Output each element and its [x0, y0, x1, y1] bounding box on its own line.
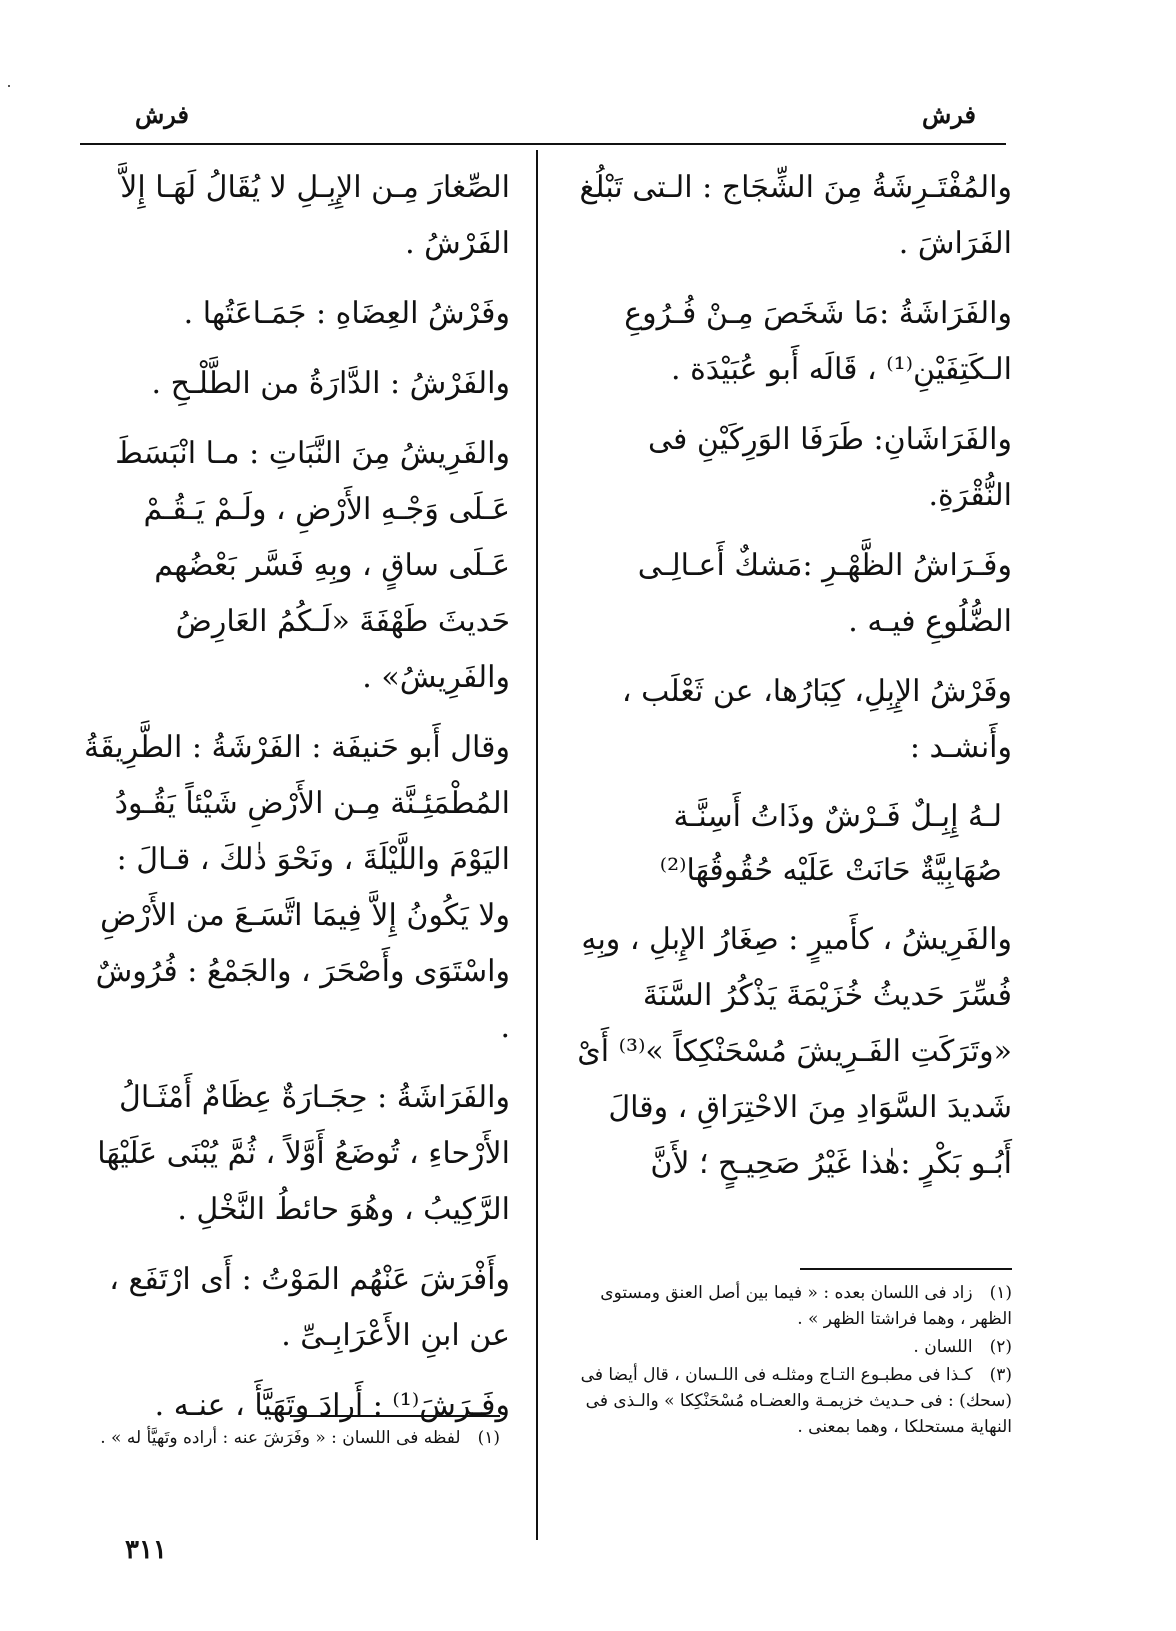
entry: وفَرْشُ الإِبِلِ، كِبَارُها، عن ثَعْلَب ، وأَنشـد : [621, 674, 1012, 765]
footnote [578, 1280, 1012, 1332]
verse-line: لـهُ إِبِـلٌ فَـرْشٌ وذَاتُ أَسِنَّـة [673, 799, 1002, 834]
entry: والفَرْشُ : الدَّارَةُ من الطَّلْـحِ . [151, 366, 510, 401]
footnote [80, 1425, 500, 1451]
entry: والفَرِيشُ ، كأَميرٍ : صِغَارُ الإِبلِ ، وبِهِ فُسِّرَ حَديثُ خُزَيْمَةَ يَذْكُرُ السَّنَةَ «وتَرَكَتِ الفَـرِيشَ مُسْحَنْكِكاً »⁽³⁾ أَىْ شَديدَ السَّوَادِ مِنَ الاحْتِرَاقِ ، وقالَ أَبُـو بَكْرٍ :هٰذا غَيْرُ صَحِيـحٍ ؛ لأَنَّ [577, 922, 1012, 1181]
poetry-verse [560, 790, 1012, 898]
verse-line: صُهَابِيَّةٌ حَانَتْ عَلَيْه حُقُوقُهَا⁽²⁾ [659, 853, 1002, 888]
footnote-number: (١) [477, 1428, 500, 1448]
footnote-text: اللسان . [913, 1337, 973, 1357]
scan-mark [8, 85, 10, 87]
header-rule [80, 143, 1006, 145]
entry: والفَرَاشَانِ: طَرَفَا الوَرِكَيْنِ فى النُّقْرَةِ. [648, 422, 1012, 513]
running-head-left: فرش [135, 100, 190, 129]
entry: وقال أَبو حَنيفَة : الفَرْشَةُ : الطَّرِيقَةُ المُطْمَئِـنَّة مِـن الأَرْضِ شَيْئاً يَقُـودُ اليَوْمَ واللَّيْلَةَ ، ونَحْوَ ذٰلكَ ، قـالَ : ولا يَكُونُ إِلاَّ فِيمَا اتَّسَـعَ من الأَرْضِ واسْتَوَى وأَصْحَرَ ، والجَمْعُ : فُرُوشٌ . [84, 730, 510, 1045]
footnote-number: (١) [989, 1283, 1012, 1303]
footnotes-right [578, 1280, 1012, 1442]
footnote [578, 1362, 1012, 1440]
column-divider [536, 150, 538, 1540]
footnote-text: زاد فى اللسان بعده : « فيما بين أصل العنق ومستوى الظهر ، وهما فراشتا الظهر » . [600, 1283, 1012, 1329]
entry: والفَرَاشَةُ :مَا شَخَصَ مِـنْ فُـرُوعِ الـكَتِفَيْنِ⁽¹⁾ ، قَالَه أَبو عُبَيْدَة . [624, 296, 1012, 387]
entry: والمُفْتَـرِشَةُ مِنَ الشِّجَاج : الـتى تَبْلُغ الفَرَاشَ . [579, 170, 1012, 261]
footnotes-left [80, 1425, 500, 1453]
footnote-number: (٢) [989, 1337, 1012, 1357]
footnote-text: كـذا فى مطبـوع التـاج ومثلـه فى اللـسان ، قال أيضا فى (سحك) : فى حـديث خزيمـة والعضـاه مُسْحَنْكِكا » والـذى فى النهاية مستحلكا ، وهما بمعنى . [580, 1365, 1012, 1437]
footnote [578, 1334, 1012, 1360]
page-number: ٣١١ [125, 1535, 167, 1565]
right-column [560, 160, 1012, 1206]
footnote-number: (٣) [989, 1365, 1012, 1385]
entry: وفَـرَاشُ الظَّهْـرِ :مَشكٌ أَعـالِـى الضُّلُوعِ فيـه . [637, 548, 1012, 639]
entry: وفَرْشُ العِضَاهِ : جَمَـاعَتُها . [183, 296, 510, 331]
footnote-rule-left [290, 1415, 500, 1417]
footnote-rule-right [800, 1268, 1012, 1270]
entry: وفَـرَشَ⁽¹⁾ : أَرادَ وتَهَيَّأَ ، عنـه . [154, 1388, 510, 1423]
entry: والفَرِيشُ مِنَ النَّبَاتِ : مـا انْبَسَطَ عَـلَى وَجْـهِ الأَرْضِ ، ولَـمْ يَـقُـمْ عَـلَى ساقٍ ، وبِهِ فَسَّر بَعْضُهم حَديثَ طَهْفَةَ «لَـكُمُ العَارِضُ والفَرِيشُ» . [115, 436, 510, 695]
footnote-text: لفظه فى اللسان : « وفَرَشَ عنه : أراده وتَهيَّأ له » . [100, 1428, 461, 1448]
running-head-right: فرش [921, 100, 976, 129]
entry: وأَفْرَشَ عَنْهُم المَوْتُ : أَى ارْتَفَع ، عن ابنِ الأَعْرَابِـىِّ . [109, 1262, 510, 1353]
entry: الصِّغارَ مِـن الإِبِـلِ لا يُقَالُ لَهَـا إِلاَّ الفَرْشُ . [120, 170, 510, 261]
left-column [80, 160, 510, 1448]
entry: والفَرَاشَةُ : حِجَـارَةٌ عِظَامٌ أَمْثَـالُ الأَرْحاءِ ، تُوضَعُ أَوَّلاً ، ثُمَّ يُبْنَى عَلَيْهَا الرَّكِيبُ ، وهُوَ حائطُ النَّخْلِ . [97, 1080, 510, 1227]
